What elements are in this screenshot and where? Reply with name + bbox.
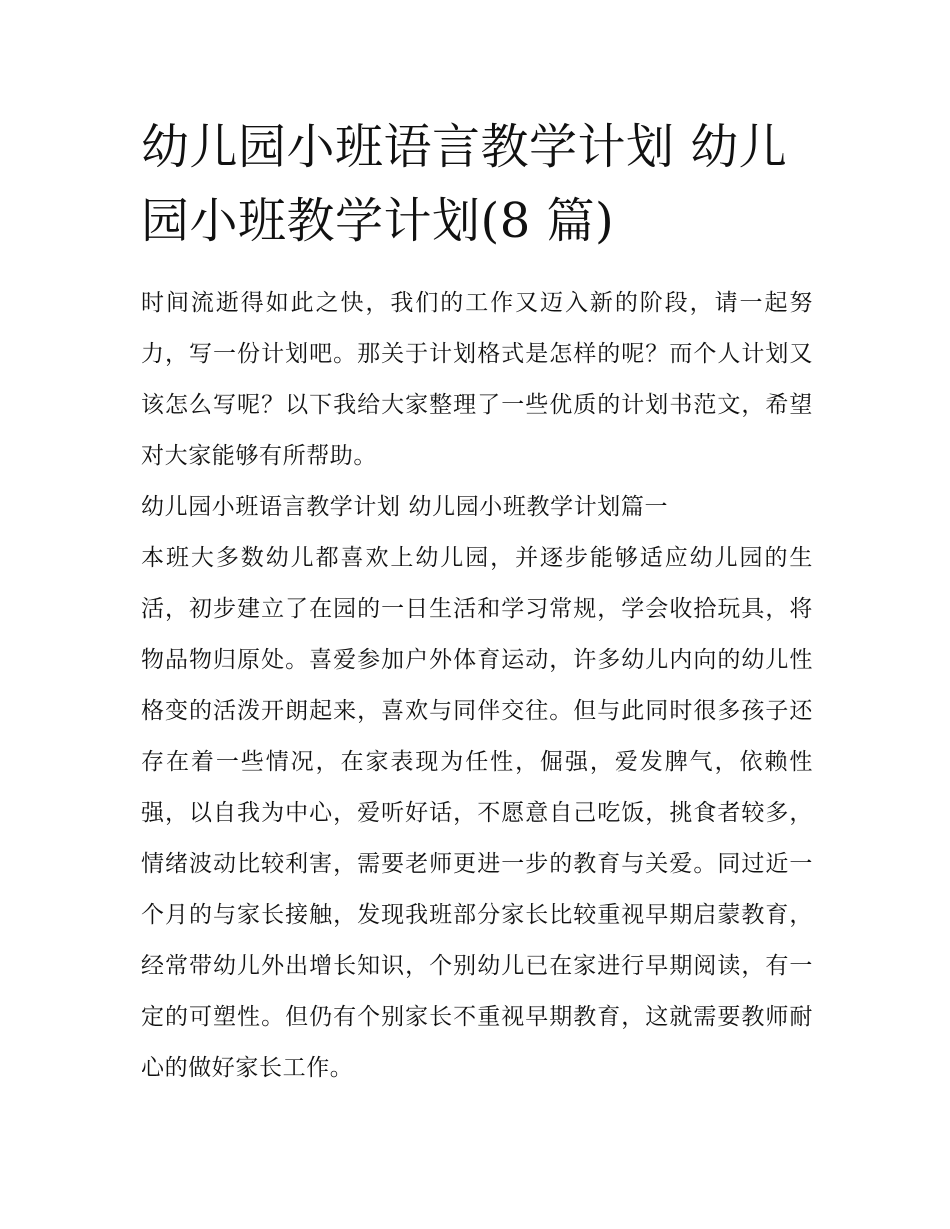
section-paragraph: 本班大多数幼儿都喜欢上幼儿园，并逐步能够适应幼儿园的生活，初步建立了在园的一日生活和学习常规，学会收拾玩具，将物品物归原处。喜爱参加户外体育运动，许多幼儿内向的幼儿性格变的活泼开朗起来，喜欢与同伴交往。但与此同时很多孩子还存在着一些情况，在家表现为任性，倔强，爱发脾气，依赖性强，以自我为中心，爱听好话，不愿意自己吃饭，挑食者较多，情绪波动比较利害，需要老师更进一步的教育与关爱。同过近一个月的与家长接触，发现我班部分家长比较重视早期启蒙教育，经常带幼儿外出增长知识，个别幼儿已在家进行早期阅读，有一定的可塑性。但仍有个别家长不重视早期教育，这就需要教师耐心的做好家长工作。 [141,545,813,1081]
section-heading: 幼儿园小班语言教学计划 幼儿园小班教学计划篇一 [141,494,669,520]
document-title: 幼儿园小班语言教学计划 幼儿园小班教学计划(8 篇) [141,119,788,249]
document-page [141,110,813,1094]
intro-paragraph: 时间流逝得如此之快，我们的工作又迈入新的阶段，请一起努力，写一份计划吧。那关于计划格式是怎样的呢？而个人计划又该怎么写呢？以下我给大家整理了一些优质的计划书范文，希望对大家能够有所帮助。 [141,290,813,469]
